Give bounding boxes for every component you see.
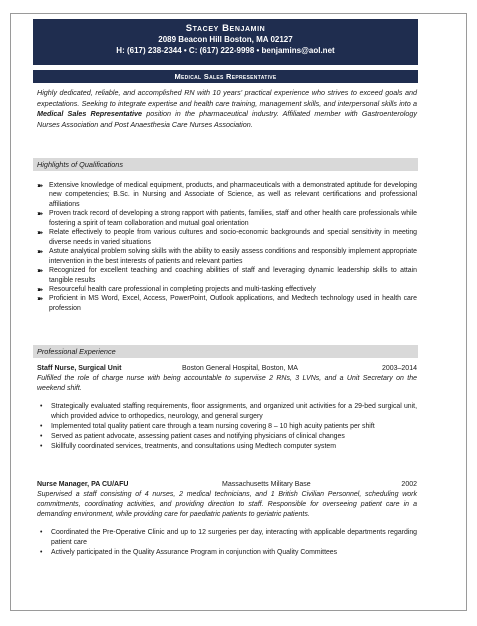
list-item: • Actively participated in the Quality Assurance Program in conjunction with Quality Committees bbox=[40, 549, 338, 556]
summary-paragraph bbox=[37, 88, 417, 130]
target-position-title: Medical Sales Representative bbox=[33, 70, 418, 83]
summary-emphasis: Medical Sales Representative bbox=[37, 109, 143, 119]
summary-text-1: Highly dedicated, reliable, and accomplished RN with 10 years' practical experience who strives to exceed goals and expectations. Seeking to integrate expertise and health care training, management skills, and interpersonal skills into a bbox=[37, 88, 417, 108]
dot-bullet-icon: • bbox=[40, 529, 43, 536]
job-description: Supervised a staff consisting of 4 nurses, 2 medical technicians, and 1 British Civilian Personnel, scheduling work commitments, coordinating activities, and providing direction to staff. Responsible for overseeing patient care in a demanding environment, while providing care for paediatric patients to geriatric patients. bbox=[37, 491, 417, 518]
job-responsibilities bbox=[37, 402, 417, 452]
resume-header bbox=[33, 19, 418, 65]
list-item: • Skillfully coordinated services, treatments, and consultations using Medtech computer system bbox=[40, 443, 336, 450]
job-dates: 2003–2014 bbox=[381, 365, 417, 372]
arrow-bullet-icon: ➽ bbox=[37, 284, 44, 294]
job-dates: 2002 bbox=[401, 481, 417, 488]
job-header bbox=[37, 480, 417, 490]
list-item: ➽ Astute analytical problem solving skills with the ability to easily assess conditions and responsibly implement appropriate intervention in the best interests of patients and relevant parties bbox=[37, 247, 417, 265]
job-title: Nurse Manager, PA CU/AFU bbox=[37, 481, 129, 488]
dot-bullet-icon: • bbox=[40, 549, 43, 556]
list-item: ➽ Proven track record of developing a strong rapport with patients, families, staff and other health care professionals while fostering a spirit of team collaboration and mutual goal orientation bbox=[37, 209, 417, 227]
section-heading-experience: Professional Experience bbox=[33, 345, 418, 358]
list-item: ➽ Extensive knowledge of medical equipment, products, and pharmaceuticals with a demonstrated aptitude for developing new competencies; B.Sc. in Nursing and Associate of Science, as well as relevant certifications and professional affiliations bbox=[37, 181, 417, 208]
list-item: • Strategically evaluated staffing requirements, floor assignments, and organized unit activities for a 29-bed surgical unit, which provided advice to orthopedics, neurology, and general surgery bbox=[40, 403, 417, 420]
job-description: Fulfilled the role of charge nurse with being accountable to superviise 2 RNs, 3 LVNs, and a Unit Secretary on the weekend shift. bbox=[37, 375, 417, 392]
dot-bullet-icon: • bbox=[40, 433, 43, 440]
summary-text-2: position in the pharmaceutical industry. Affiliated member with Gastroenterology Nurses Association and Post Anaesthesia Care Nurses Association. bbox=[37, 109, 417, 129]
arrow-bullet-icon: ➽ bbox=[37, 247, 44, 257]
candidate-name: Stacey Benjamin bbox=[185, 23, 266, 34]
job-organization: Massachusetts Military Base bbox=[222, 481, 311, 488]
list-item: • Implemented total quality patient care through a team nursing covering 8 – 10 high acuity patients per shift bbox=[40, 423, 375, 430]
candidate-contact: H: (617) 238-2344 • C: (617) 222-9998 • benjamins@aol.net bbox=[116, 46, 335, 55]
section-heading-highlights: Highlights of Qualifications bbox=[33, 158, 418, 171]
arrow-bullet-icon: ➽ bbox=[37, 266, 44, 276]
candidate-address: 2089 Beacon Hill Boston, MA 02127 bbox=[158, 35, 293, 44]
job-entry bbox=[37, 480, 417, 558]
arrow-bullet-icon: ➽ bbox=[37, 228, 44, 238]
job-responsibilities bbox=[37, 528, 417, 558]
job-title: Staff Nurse, Surgical Unit bbox=[37, 365, 122, 372]
list-item: ➽ Relate effectively to people from various cultures and socio-economic backgrounds and special sensitivity in meeting diverse needs in varied situations bbox=[37, 228, 417, 246]
dot-bullet-icon: • bbox=[40, 443, 43, 450]
dot-bullet-icon: • bbox=[40, 423, 43, 430]
job-organization: Boston General Hospital, Boston, MA bbox=[182, 365, 298, 372]
list-item: ➽ Resourceful health care professional in completing projects and multi-tasking effectively bbox=[37, 284, 316, 294]
dot-bullet-icon: • bbox=[40, 403, 43, 410]
highlights-list bbox=[37, 181, 417, 313]
arrow-bullet-icon: ➽ bbox=[37, 209, 44, 219]
list-item: ➽ Proficient in MS Word, Excel, Access, PowerPoint, Outlook applications, and Medtech technology used in health care profession bbox=[37, 294, 417, 312]
job-entry bbox=[37, 364, 417, 452]
list-item: • Served as patient advocate, assessing patient cases and notifying physicians of clinical changes bbox=[40, 433, 345, 440]
arrow-bullet-icon: ➽ bbox=[37, 181, 44, 190]
list-item: • Coordinated the Pre-Operative Clinic and up to 12 surgeries per day, interacting with applicable departments regarding patient care bbox=[40, 529, 417, 546]
job-header bbox=[37, 364, 417, 374]
list-item: ➽ Recognized for excellent teaching and coaching abilities of staff and leveraging dynamic leadership skills to attain tangible results bbox=[37, 266, 417, 284]
arrow-bullet-icon: ➽ bbox=[37, 294, 44, 304]
